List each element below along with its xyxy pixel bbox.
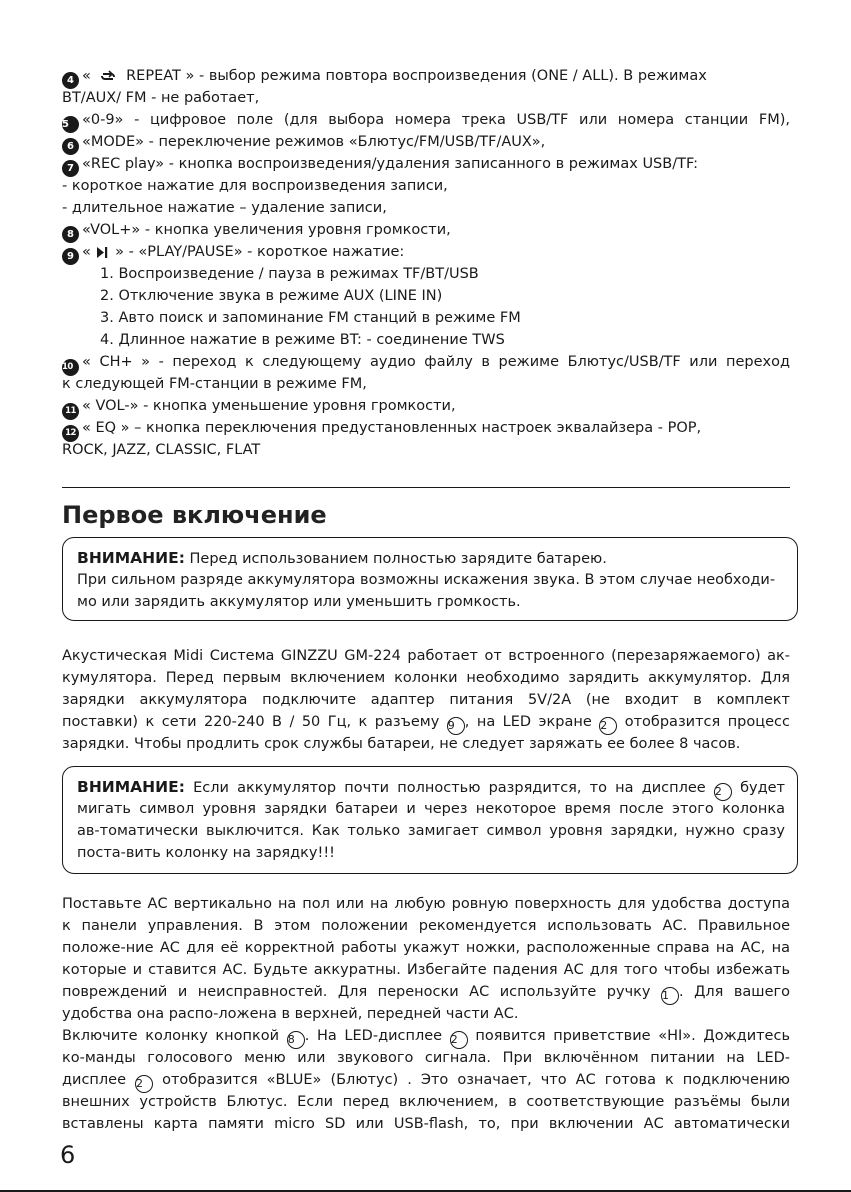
circled-ref: 2 — [599, 717, 617, 735]
number-badge: 5 — [62, 116, 79, 133]
item-play-pause — [62, 242, 790, 265]
warning-box — [62, 537, 798, 621]
short-press-note: - короткое нажатие для воспроизведения записи, — [62, 178, 448, 194]
paragraph-text: , на LED экране — [464, 714, 600, 730]
item-eq — [62, 418, 790, 442]
circled-ref: 1 — [661, 987, 679, 1005]
number-badge: 4 — [62, 72, 79, 89]
paragraph-line: которые и ставится АС. Будьте аккуратны. Избегайте падения АС для того чтобы избежать — [62, 962, 790, 978]
paragraph-text: . Для вашего — [678, 984, 790, 1000]
paragraph-text: Включите колонку кнопкой — [62, 1028, 287, 1044]
item-eq-cont: ROCK, JAZZ, CLASSIC, FLAT — [62, 442, 261, 458]
circled-ref: 2 — [135, 1075, 153, 1093]
number-badge: 9 — [62, 248, 79, 265]
item-text: « EQ » – кнопка переключения предустановленных настроек эквалайзера - POP, — [82, 420, 702, 436]
sublist-item: 1. Воспроизведение / пауза в режимах TF/BT/USB — [100, 266, 479, 282]
paragraph-line: зарядки. Чтобы продлить срок службы батареи, не следует заряжать ее более 8 часов. — [62, 736, 741, 752]
circled-ref: 2 — [450, 1031, 468, 1049]
paragraph-line: Поставьте АС вертикально на пол или на любую ровную поверхность для удобства доступа — [62, 896, 790, 912]
item-text: «0-9» - цифровое поле (для выбора номера трека USB/TF или номера станции FM), — [82, 112, 790, 128]
section-divider — [62, 487, 790, 488]
item-text: « CH+ » - переход к следующему аудио файлу в режиме Блютус/USB/TF или переход — [82, 354, 790, 370]
page-number: 6 — [60, 1141, 76, 1169]
paragraph-text: повреждений и неисправностей. Для переноски АС используйте ручку — [62, 984, 661, 1000]
paragraph-line — [62, 712, 790, 735]
long-press-note: - длительное нажатие – удаление записи, — [62, 200, 387, 216]
warning-line — [77, 548, 785, 569]
item-ch-plus — [62, 352, 790, 376]
item-text: «REC play» - кнопка воспроизведения/удаления записанного в режимах USB/TF: — [82, 156, 699, 172]
item-text: « — [82, 244, 96, 260]
paragraph-line: вставлены карта памяти micro SD или USB-flash, то, при включении АС автоматически — [62, 1116, 790, 1132]
number-badge: 10 — [62, 359, 79, 376]
paragraph-line: кумулятора. Перед первым включением колонки необходимо зарядить аккумулятор. Для — [62, 670, 790, 686]
paragraph-line: удобства она распо-ложена в верхней, передней части АС. — [62, 1006, 519, 1022]
warning-label: ВНИМАНИЕ: — [77, 549, 185, 567]
section-title: Первое включение — [62, 501, 327, 529]
warning-text: будет — [731, 780, 785, 796]
paragraph-line: положе-ние АС для её корректной работы укажут ножки, расположенные справа на АС, на — [62, 940, 790, 956]
paragraph-text: дисплее — [62, 1072, 136, 1088]
item-text: « VOL-» - кнопка уменьшение уровня громкости, — [82, 398, 456, 414]
item-text: « — [82, 68, 96, 84]
warning-box — [62, 766, 798, 874]
sublist-item: 3. Авто поиск и запоминание FM станций в режиме FM — [100, 310, 521, 326]
paragraph-line — [62, 982, 790, 1005]
number-badge: 6 — [62, 138, 79, 155]
item-ch-plus-cont: к следующей FM-станции в режиме FM, — [62, 376, 367, 392]
paragraph-line: зарядки аккумулятора подключите адаптер питания 5V/2A (не входит в комплект — [62, 692, 790, 708]
item-vol-down — [62, 396, 790, 420]
paragraph-line — [62, 1026, 790, 1049]
item-repeat-cont: BT/AUX/ FM - не работает, — [62, 90, 260, 106]
circled-ref: 8 — [287, 1031, 305, 1049]
paragraph-text: поставки) к сети 220-240 В / 50 Гц, к разъему — [62, 714, 447, 730]
paragraph-text: . На LED-дисплее — [304, 1028, 450, 1044]
play-pause-icon — [97, 244, 108, 264]
paragraph-line — [62, 1070, 790, 1093]
warning-line — [77, 777, 785, 801]
warning-line: При сильном разряде аккумулятора возможны искажения звука. В этом случае необходи- — [77, 572, 776, 588]
paragraph-line: ко-манды голосового меню или звукового сигнала. При включённом питании на LED- — [62, 1050, 790, 1066]
warning-text: Перед использованием полностью зарядите батарею. — [184, 551, 607, 567]
item-text: REPEAT » - выбор режима повтора воспроизведения (ONE / ALL). В режимах — [121, 68, 707, 84]
paragraph-line: к панели управления. В этом положении рекомендуется использовать АС. Правильное — [62, 918, 790, 934]
paragraph-text: отобразится «BLUE» (Блютус) . Это означает, что АС готова к подключению — [153, 1072, 790, 1088]
warning-text: Если аккумулятор почти полностью разрядится, то на дисплее — [184, 780, 714, 796]
number-badge: 12 — [62, 425, 79, 442]
paragraph-text: отобразится процесс — [617, 714, 790, 730]
repeat-icon — [100, 69, 116, 89]
number-badge: 11 — [62, 403, 79, 420]
number-badge: 8 — [62, 226, 79, 243]
paragraph-line: внешних устройств Блютус. Если перед включением, в соответствующие разъёмы были — [62, 1094, 790, 1110]
item-text: «MODE» - переключение режимов «Блютус/FM/USB/TF/AUX», — [82, 134, 546, 150]
item-repeat — [62, 66, 790, 89]
item-text: » - «PLAY/PAUSE» - короткое нажатие: — [110, 244, 405, 260]
item-mode — [62, 132, 790, 155]
warning-line: мо или зарядить аккумулятор или уменьшить громкость. — [77, 594, 521, 610]
item-vol-up — [62, 220, 790, 243]
item-digits — [62, 110, 790, 133]
warning-label: ВНИМАНИЕ: — [77, 778, 185, 796]
warning-line: поста-вить колонку на зарядку!!! — [77, 845, 335, 861]
warning-line: ав-томатически выключится. Как только замигает символ уровня зарядки, нужно сразу — [77, 823, 785, 839]
circled-ref: 2 — [714, 783, 732, 801]
item-rec-play — [62, 154, 790, 177]
circled-ref: 9 — [447, 717, 465, 735]
paragraph-line: Акустическая Midi Система GINZZU GM-224 работает от встроенного (перезаряжаемого) ак- — [62, 648, 790, 664]
sublist-item: 4. Длинное нажатие в режиме BT: - соединение TWS — [100, 332, 505, 348]
item-text: «VOL+» - кнопка увеличения уровня громкости, — [82, 222, 451, 238]
number-badge: 7 — [62, 160, 79, 177]
warning-line: мигать символ уровня зарядки батареи и через некоторое время после этого колонка — [77, 801, 785, 817]
sublist-item: 2. Отключение звука в режиме AUX (LINE IN) — [100, 288, 443, 304]
paragraph-text: появится приветствие «HI». Дождитесь — [467, 1028, 790, 1044]
